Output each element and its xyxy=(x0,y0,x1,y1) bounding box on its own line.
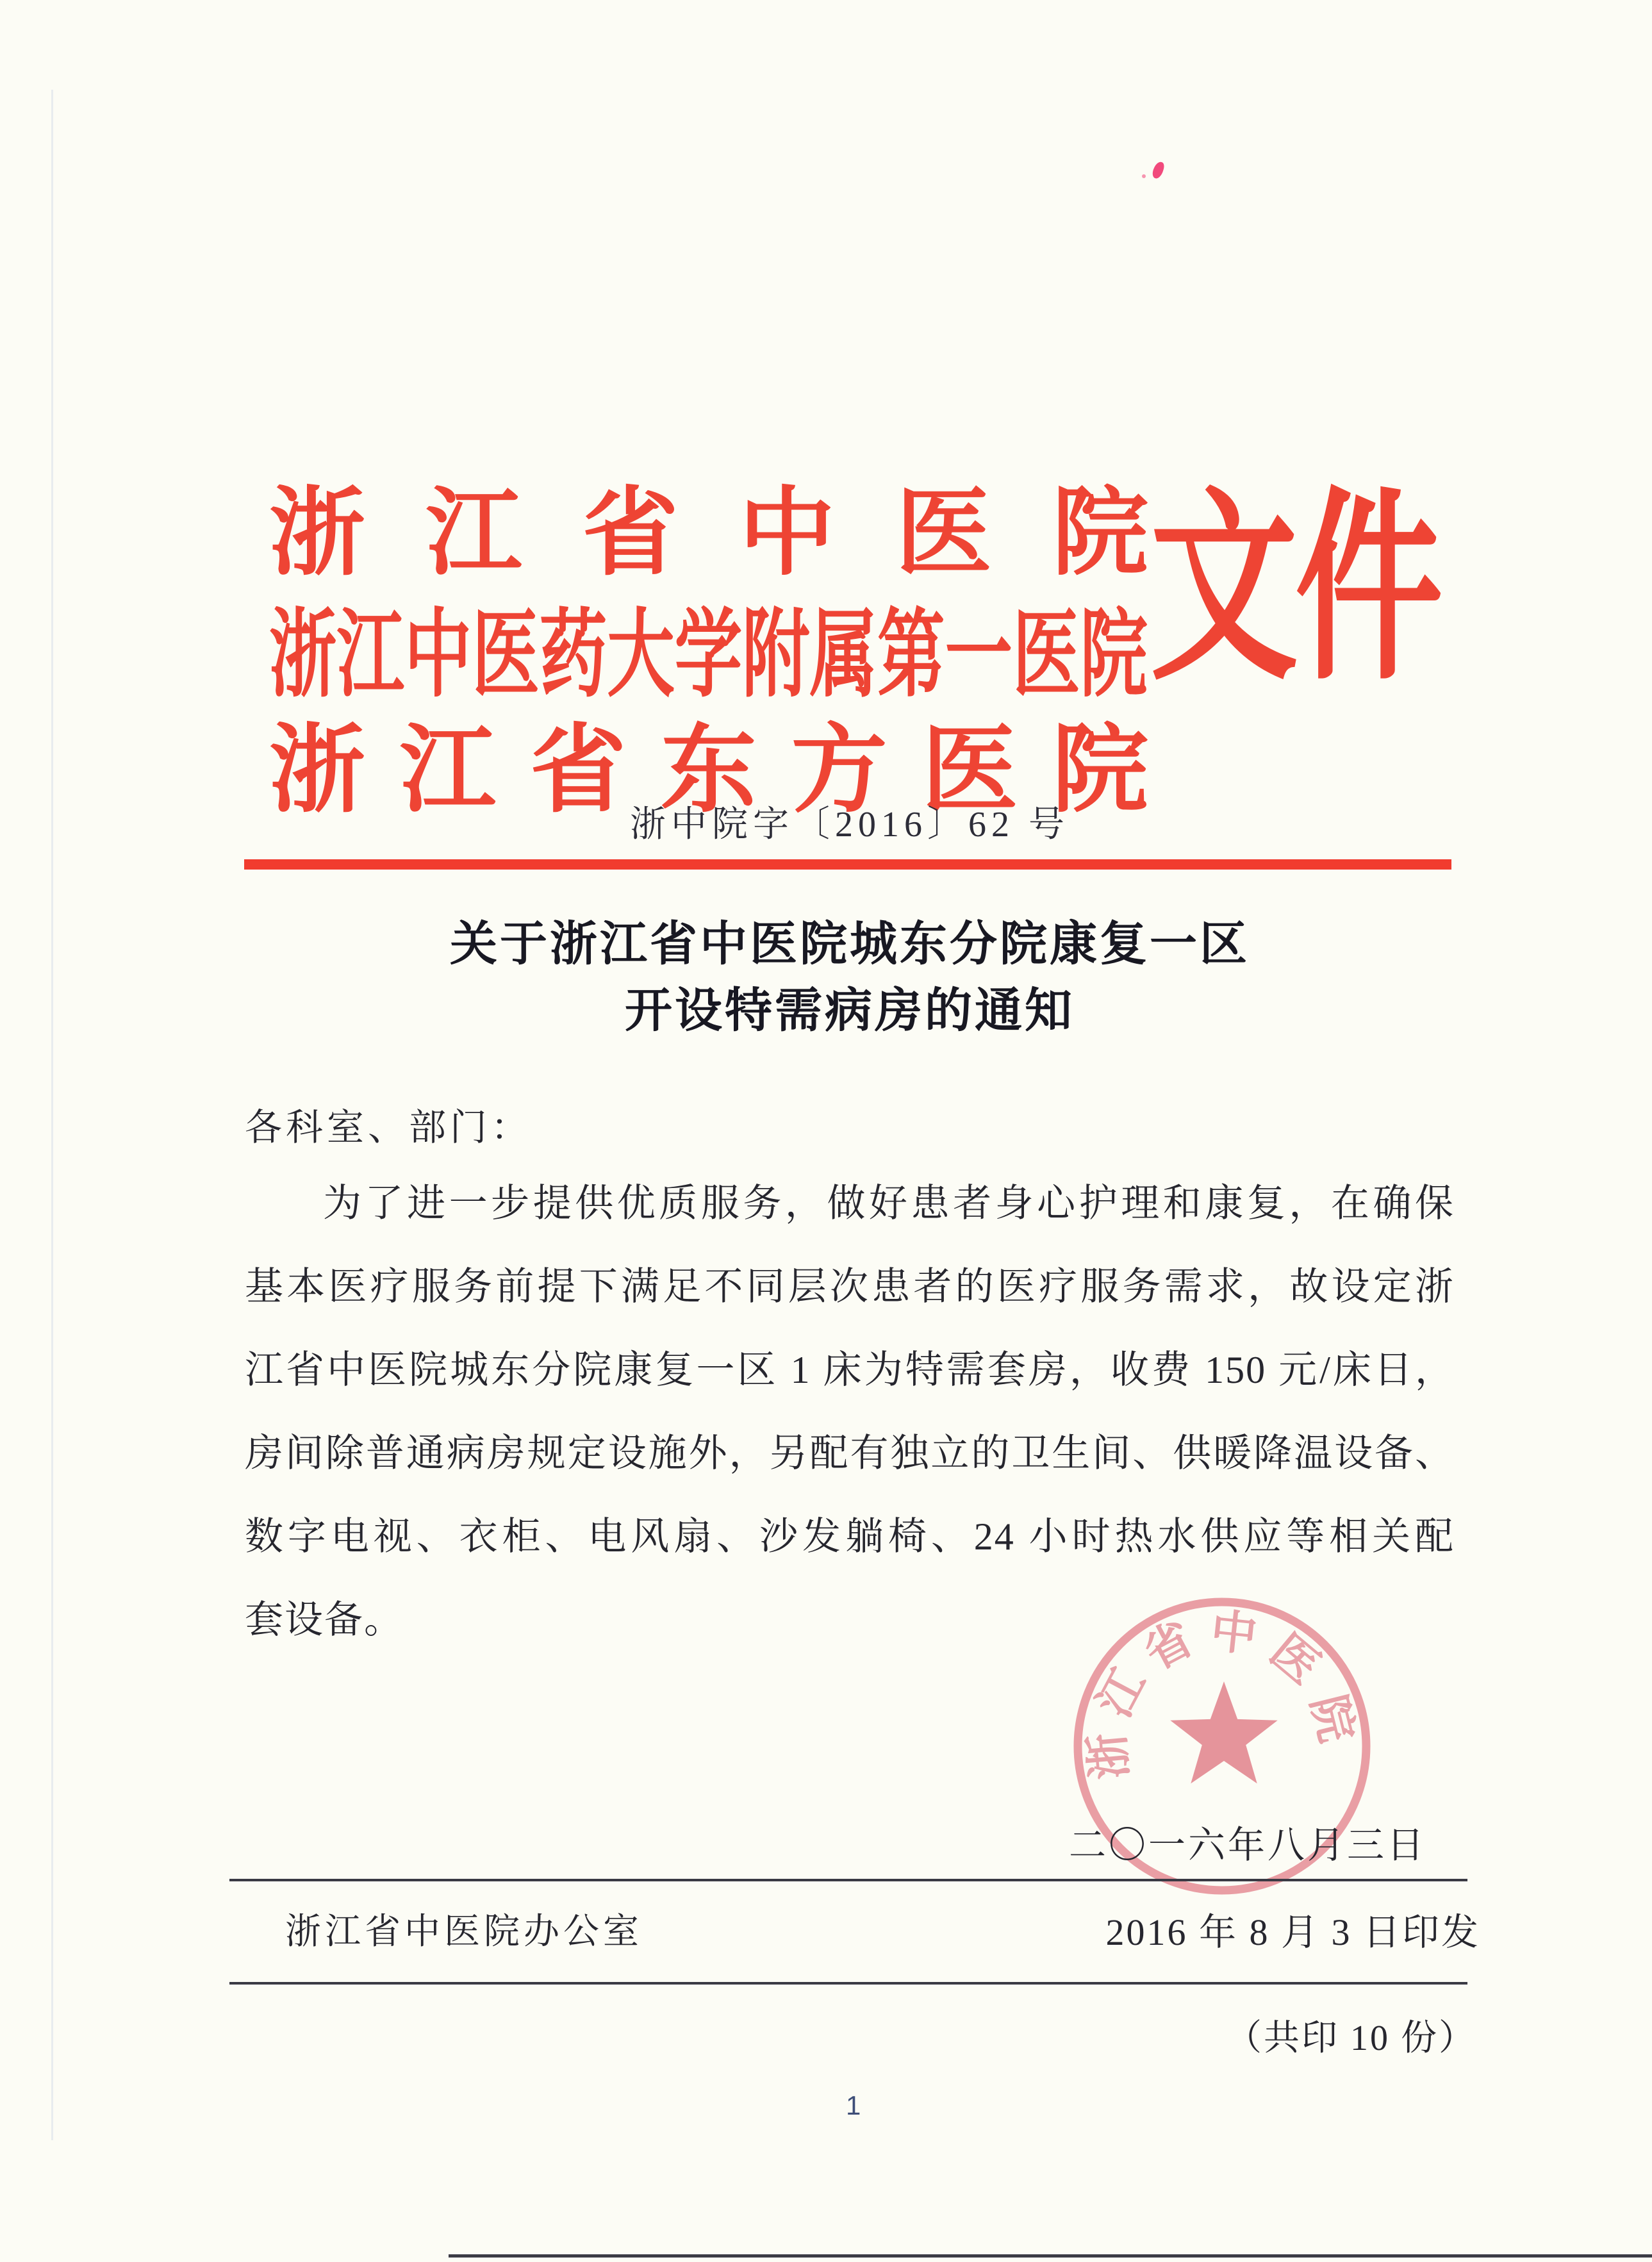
org3-char: 东 xyxy=(660,718,757,824)
body-line: 为了进一步提供优质服务，做好患者身心护理和康复，在确保 xyxy=(323,1182,1455,1225)
org3-char: 省 xyxy=(530,718,627,824)
org3-char: 江 xyxy=(399,718,496,824)
org1-char: 江 xyxy=(425,481,522,587)
org-name-line-2: 浙江中医药大学附属第一医院 xyxy=(269,602,1148,709)
seal-star-icon xyxy=(1170,1681,1277,1783)
seal-char: 省 xyxy=(1136,1612,1202,1680)
seal-char: 中 xyxy=(1208,1605,1260,1662)
org1-char: 中 xyxy=(739,481,836,587)
seal-char: 院 xyxy=(1301,1690,1363,1747)
seal-char: 医 xyxy=(1260,1624,1330,1694)
issuing-office: 浙江省中医院办公室 xyxy=(285,1912,643,1952)
footer-rule-top xyxy=(229,1879,1467,1881)
doc-type-label: 文件 xyxy=(1150,477,1441,704)
body-line: 基本医疗服务前提下满足不同层次患者的医疗服务需求，故设定浙 xyxy=(245,1266,1455,1308)
doc-number: 浙中院字〔2016〕62 号 xyxy=(630,805,1070,845)
org1-char: 医 xyxy=(895,481,992,587)
org3-char: 院 xyxy=(1052,718,1148,824)
org-name-line-1 xyxy=(269,481,1148,587)
print-date: 2016 年 8 月 3 日印发 xyxy=(1105,1911,1480,1953)
seal-char: 浙 xyxy=(1081,1731,1137,1781)
body-line: 房间除普通病房规定设施外，另配有独立的卫生间、供暖降温设备、 xyxy=(245,1432,1455,1474)
body-line: 套设备。 xyxy=(245,1599,404,1641)
seal-char: 江 xyxy=(1088,1660,1155,1726)
red-ink-blot-small xyxy=(1142,174,1146,178)
body-paragraph xyxy=(245,1162,1455,1662)
org3-char: 浙 xyxy=(269,718,366,824)
footer-rule-bottom xyxy=(229,1982,1467,1985)
red-header-rule xyxy=(244,859,1451,870)
copies-note: （共印 10 份） xyxy=(1226,2018,1476,2058)
org1-char: 浙 xyxy=(269,481,366,587)
red-ink-blot xyxy=(1151,160,1166,179)
salutation: 各科室、部门： xyxy=(245,1107,533,1148)
signature-date: 二〇一六年八月三日 xyxy=(1068,1824,1426,1866)
org1-char: 院 xyxy=(1052,481,1148,587)
org3-char: 方 xyxy=(791,718,888,824)
org1-char: 省 xyxy=(582,481,679,587)
document-title-line-1: 关于浙江省中医院城东分院康复一区 xyxy=(450,918,1250,971)
document-title-line-2: 开设特需病房的通知 xyxy=(625,985,1075,1037)
body-line: 数字电视、衣柜、电风扇、沙发躺椅、24 小时热水供应等相关配 xyxy=(245,1515,1455,1558)
scanner-streak xyxy=(51,90,53,2140)
document-title xyxy=(245,911,1455,1044)
org3-char: 医 xyxy=(921,718,1018,824)
scan-edge-line xyxy=(449,2254,1652,2258)
body-line: 江省中医院城东分院康复一区 1 床为特需套房，收费 150 元/床日， xyxy=(245,1349,1455,1391)
page-number: 1 xyxy=(846,2090,861,2120)
